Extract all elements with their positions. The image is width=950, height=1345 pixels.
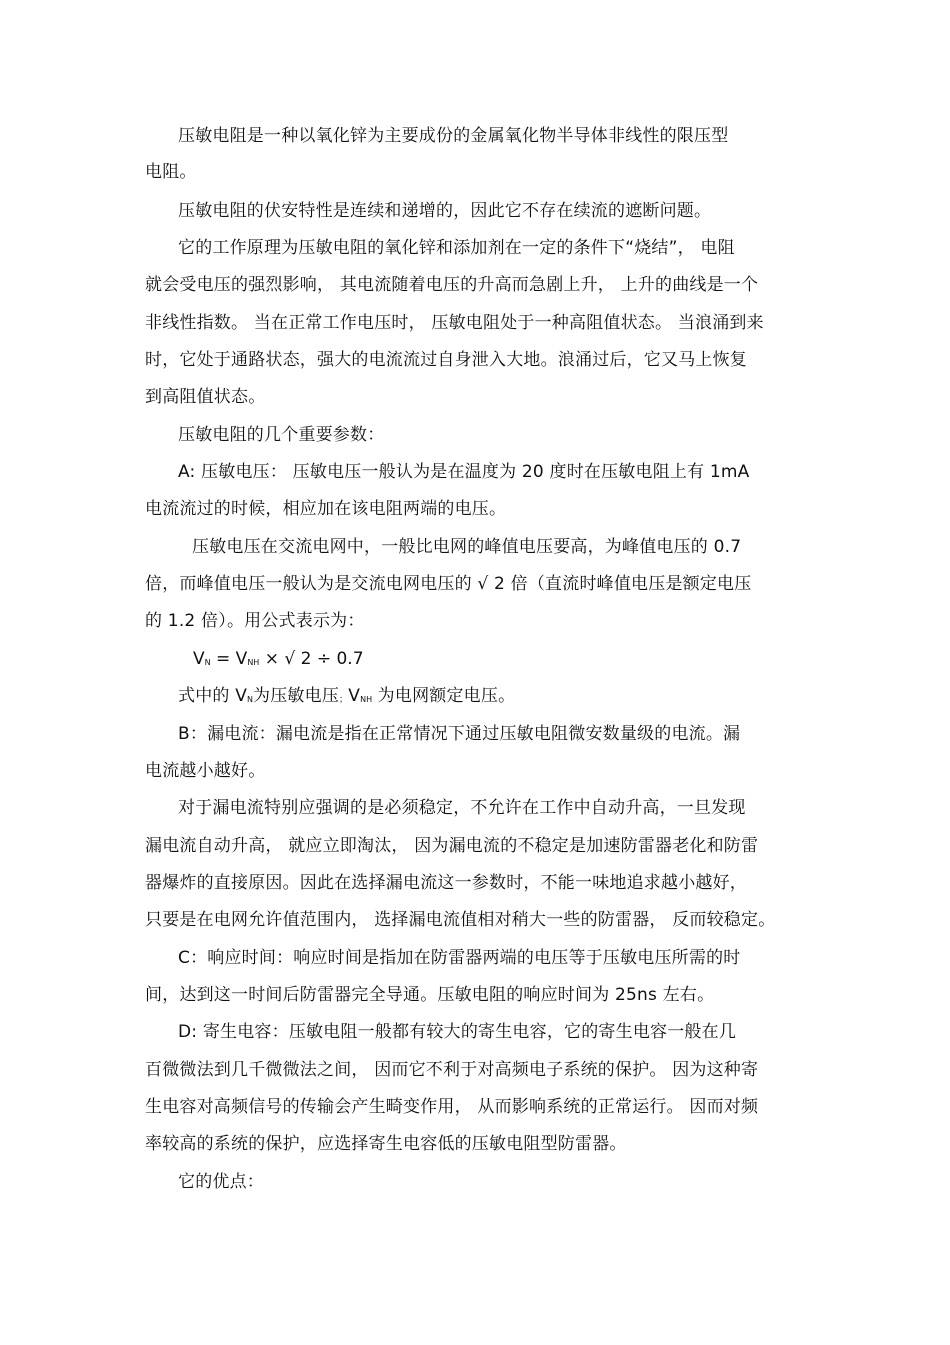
explain-sub-n: N <box>247 695 254 704</box>
paragraph-line: C：响应时间：响应时间是指加在防雷器两端的电压等于压敏电压所需的时 <box>178 948 741 968</box>
paragraph-line: 电流越小越好。 <box>145 761 266 781</box>
paragraph-line: 到高阻值状态。 <box>145 387 266 407</box>
formula-v: V <box>193 649 205 669</box>
paragraph-line: 率较高的系统的保护，应选择寄生电容低的压敏电阻型防雷器。 <box>145 1134 627 1154</box>
section-heading: 压敏电阻的几个重要参数： <box>178 425 385 445</box>
paragraph-line: 非线性指数。 当在正常工作电压时， 压敏电阻处于一种高阻值状态。 当浪涌到来 <box>145 313 764 333</box>
paragraph-line: 器爆炸的直接原因。因此在选择漏电流这一参数时，不能一味地追求越小越好， <box>145 873 747 893</box>
paragraph-line: 漏电流自动升高， 就应立即淘汰， 因为漏电流的不稳定是加速防雷器老化和防雷 <box>145 836 759 856</box>
formula-sub-nh: NH <box>247 658 260 667</box>
paragraph-line: A: 压敏电压： 压敏电压一般认为是在温度为 20 度时在压敏电阻上有 1mA <box>178 462 750 482</box>
paragraph-line: 百微微法到几千微微法之间， 因而它不利于对高频电子系统的保护。 因为这种寄 <box>145 1060 759 1080</box>
formula-explanation <box>178 684 515 712</box>
formula-rest: × √ 2 ÷ 0.7 <box>259 649 364 669</box>
explain-semicolon: ； <box>339 695 349 705</box>
paragraph-line: 压敏电压在交流电网中，一般比电网的峰值电压要高，为峰值电压的 0.7 <box>192 537 742 557</box>
paragraph-line: 倍，而峰值电压一般认为是交流电网电压的 √ 2 倍（直流时峰值电压是额定电压 <box>145 574 752 594</box>
paragraph-line: 间，达到这一时间后防雷器完全导通。压敏电阻的响应时间为 25ns 左右。 <box>145 985 715 1005</box>
paragraph-line: 它的工作原理为压敏电阻的氧化锌和添加剂在一定的条件下“烧结”， 电阻 <box>178 238 735 258</box>
formula-line <box>193 647 364 675</box>
paragraph-line: 压敏电阻是一种以氧化锌为主要成份的金属氧化物半导体非线性的限压型 <box>178 126 729 146</box>
paragraph-line: 电阻。 <box>145 162 197 182</box>
explain-suffix: 为电网额定电压。 <box>372 686 516 706</box>
paragraph-line: 只要是在电网允许值范围内， 选择漏电流值相对稍大一些的防雷器， 反而较稳定。 <box>145 910 776 930</box>
explain-v2: V <box>348 686 361 706</box>
formula-sub-n: N <box>204 658 211 667</box>
paragraph-line: 压敏电阻的伏安特性是连续和递增的，因此它不存在续流的遮断问题。 <box>178 201 712 221</box>
paragraph-line: 电流流过的时候，相应加在该电阻两端的电压。 <box>145 499 507 519</box>
formula-eq: = V <box>210 649 248 669</box>
paragraph-line: 的 1.2 倍）。用公式表示为： <box>145 611 365 631</box>
explain-sub-nh: NH <box>360 695 373 704</box>
paragraph-line: 对于漏电流特别应强调的是必须稳定，不允许在工作中自动升高，一旦发现 <box>178 798 746 818</box>
explain-mid: 为压敏电压 <box>253 686 340 706</box>
paragraph-line: 生电容对高频信号的传输会产生畸变作用， 从而影响系统的正常运行。 因而对频 <box>145 1097 759 1117</box>
section-heading: 它的优点： <box>178 1172 264 1192</box>
paragraph-line: 就会受电压的强烈影响， 其电流随着电压的升高而急剧上升， 上升的曲线是一个 <box>145 275 759 295</box>
paragraph-line: 时，它处于通路状态，强大的电流流过自身泄入大地。浪涌过后，它又马上恢复 <box>145 350 747 370</box>
paragraph-line: D: 寄生电容：压敏电阻一般都有较大的寄生电容，它的寄生电容一般在几 <box>178 1022 737 1042</box>
paragraph-line: B：漏电流：漏电流是指在正常情况下通过压敏电阻微安数量级的电流。漏 <box>178 724 741 744</box>
explain-prefix: 式中的 V <box>178 686 248 706</box>
